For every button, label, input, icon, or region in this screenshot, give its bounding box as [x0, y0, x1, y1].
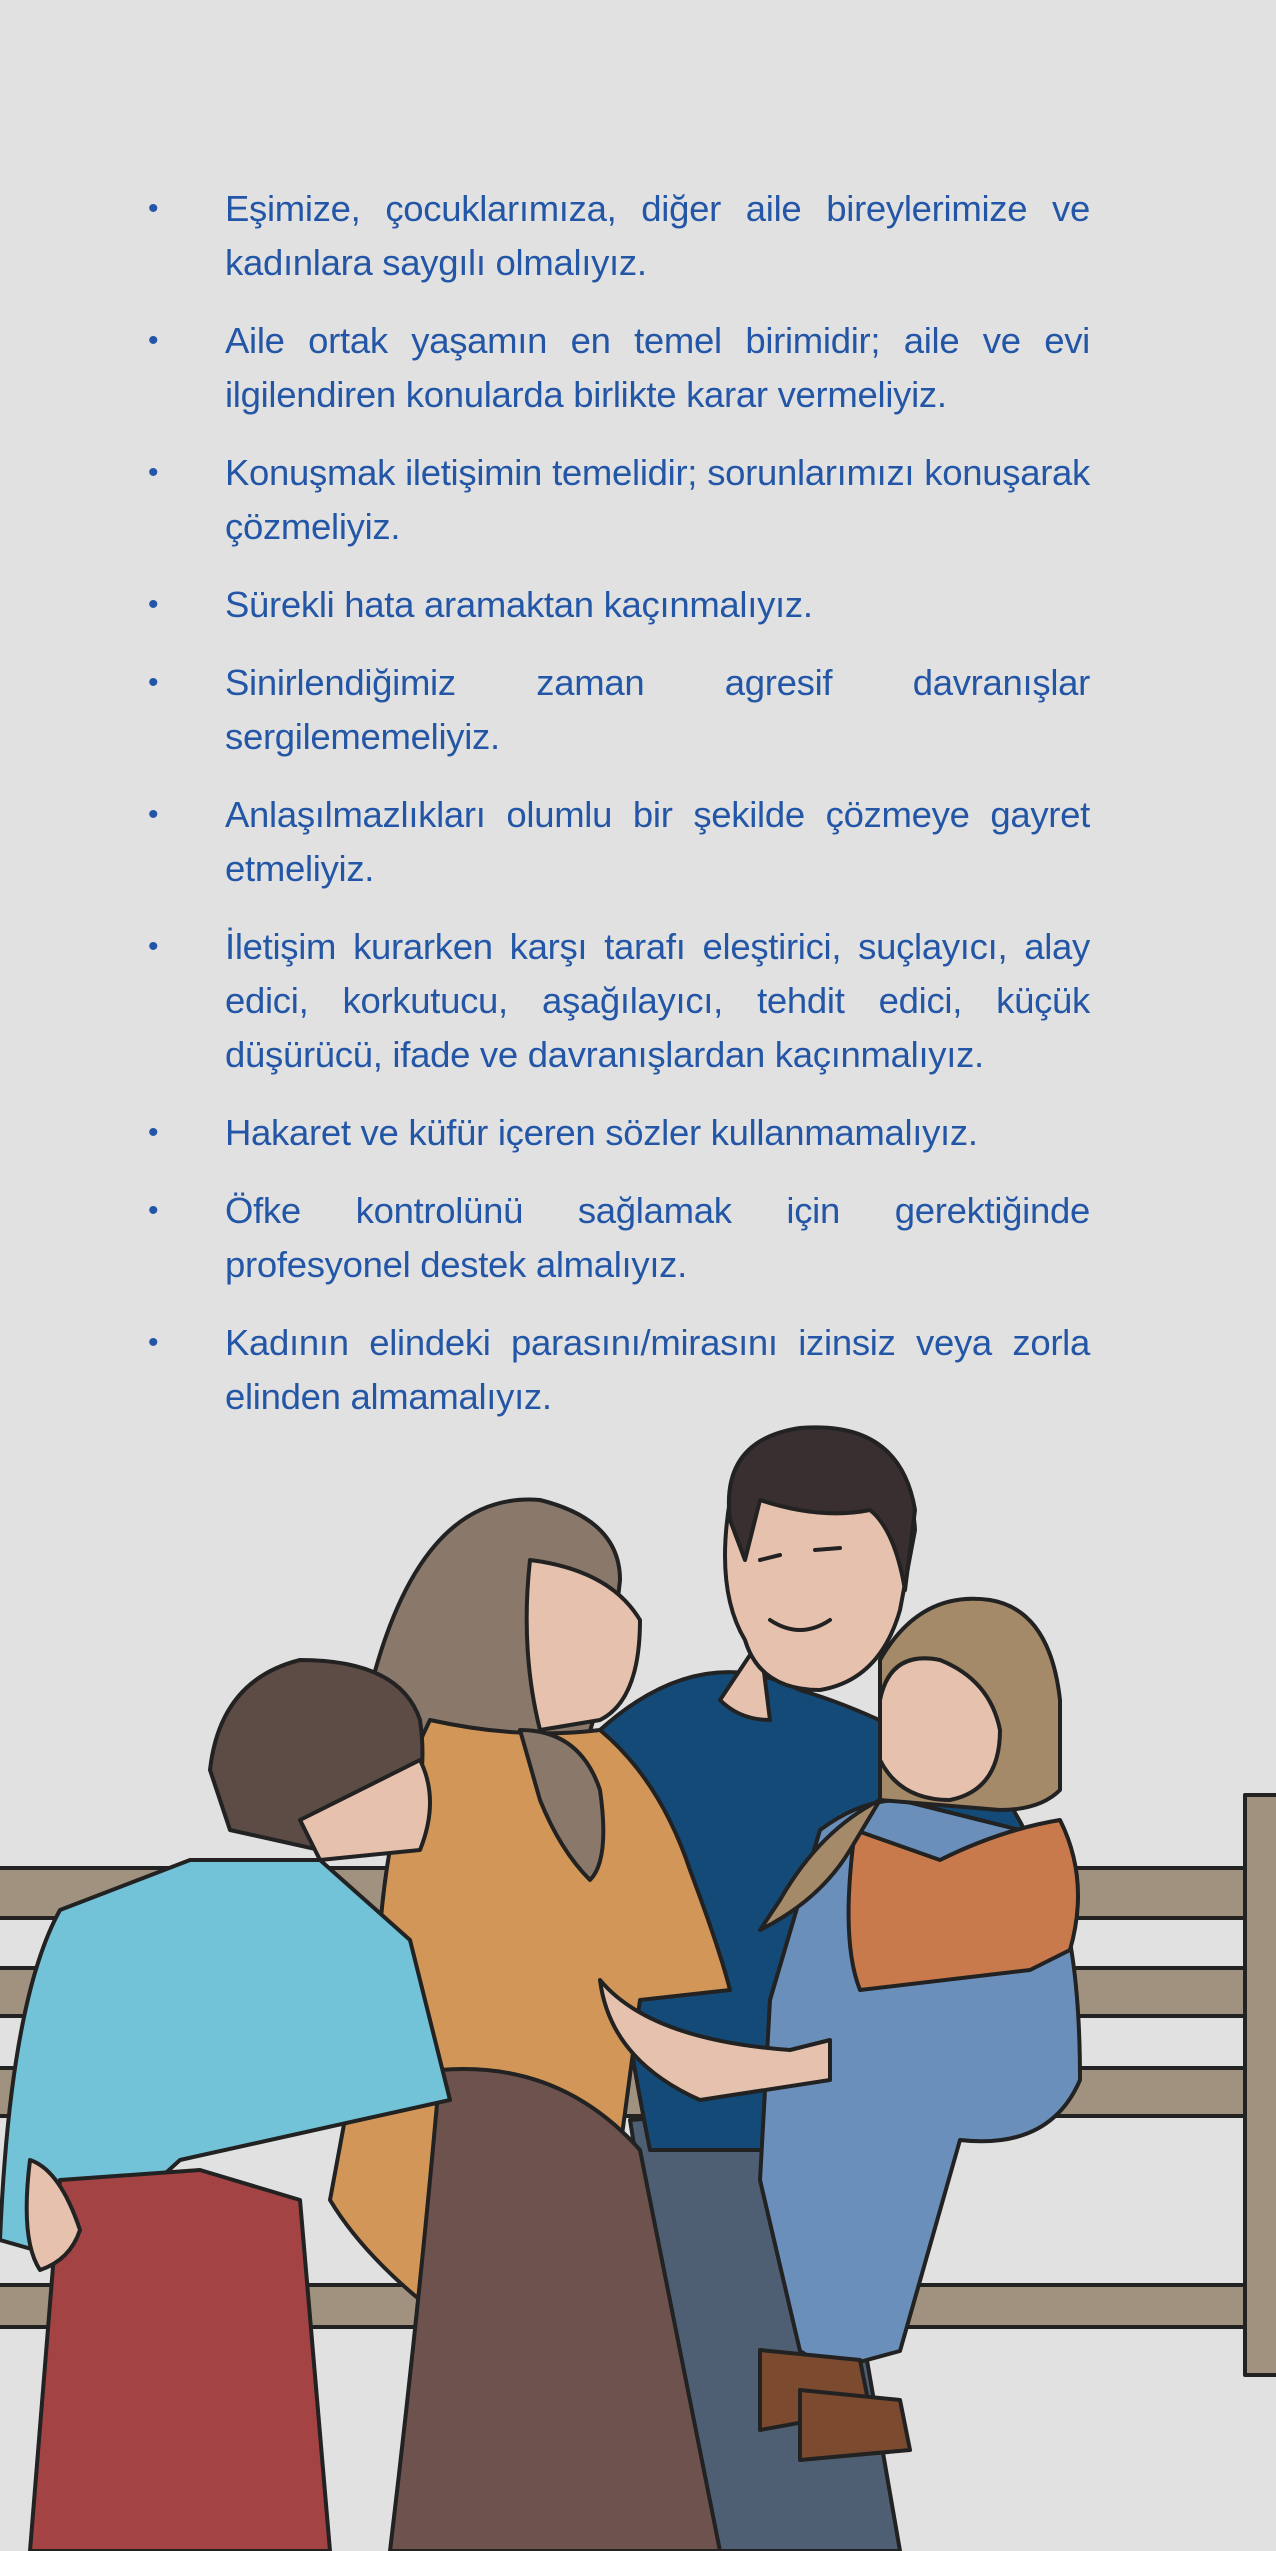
- list-item-text: Öfke kontrolünü sağlamak için gerektiğinde profesyonel destek almalıyız.: [225, 1190, 1090, 1285]
- family-on-bench-illustration: [0, 1400, 1276, 2551]
- list-item-text: Eşimize, çocuklarımıza, diğer aile bireylerimize ve kadınlara saygılı olmalıyız.: [225, 188, 1090, 283]
- list-item: [145, 920, 1090, 1082]
- list-item: [145, 182, 1090, 290]
- list-item: [145, 578, 1090, 632]
- boy-figure: [0, 1660, 450, 2551]
- list-item-text: Konuşmak iletişimin temelidir; sorunlarımızı konuşarak çözmeliyiz.: [225, 452, 1090, 547]
- list-item: [145, 656, 1090, 764]
- list-item: [145, 446, 1090, 554]
- list-item-text: Aile ortak yaşamın en temel birimidir; aile ve evi ilgilendiren konularda birlikte karar vermeliyiz.: [225, 320, 1090, 415]
- bullet-dot: •: [148, 930, 159, 963]
- bullet-dot: •: [148, 1194, 159, 1227]
- bullet-dot: •: [148, 456, 159, 489]
- list-item-text: Kadının elindeki parasını/mirasını izinsiz veya zorla elinden almamalıyız.: [225, 1322, 1090, 1417]
- list-item-text: Anlaşılmazlıkları olumlu bir şekilde çözmeye gayret etmeliyiz.: [225, 794, 1090, 889]
- list-item: [145, 1106, 1090, 1160]
- bullet-dot: •: [148, 1116, 159, 1149]
- list-item: [145, 314, 1090, 422]
- bullet-dot: •: [148, 666, 159, 699]
- bullet-dot: •: [148, 192, 159, 225]
- bullet-dot: •: [148, 324, 159, 357]
- bullet-dot: •: [148, 798, 159, 831]
- bullet-dot: •: [148, 1326, 159, 1359]
- list-item-text: Sürekli hata aramaktan kaçınmalıyız.: [225, 584, 813, 625]
- list-item-text: Sinirlendiğimiz zaman agresif davranışlar sergilememeliyiz.: [225, 662, 1090, 757]
- list-item-text: İletişim kurarken karşı tarafı eleştirici, suçlayıcı, alay edici, korkutucu, aşağılayıcı, tehdit edici, küçük düşürücü, ifade ve davranışlardan kaçınmalıyız.: [225, 926, 1090, 1075]
- list-item: [145, 1184, 1090, 1292]
- bullet-list: [145, 182, 1090, 1448]
- bullet-dot: •: [148, 588, 159, 621]
- list-item: [145, 788, 1090, 896]
- list-item-text: Hakaret ve küfür içeren sözler kullanmamalıyız.: [225, 1112, 978, 1153]
